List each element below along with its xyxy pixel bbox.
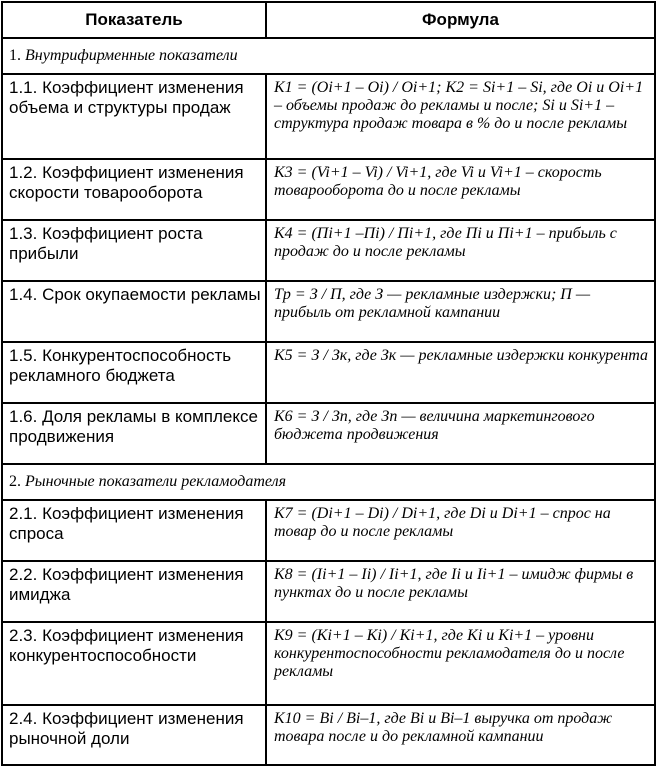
header-indicator: Показатель [2, 2, 266, 38]
indicator-cell: 1.2. Коэффициент изменения скорости товарооборота [2, 159, 266, 220]
table-row [2, 220, 655, 281]
indicator-cell: 1.4. Срок окупаемости рекламы [2, 281, 266, 342]
formula-cell: K10 = Bi / Bi–1, где Bi и Bi–1 выручка от продаж товара после и до рекламной кампании [266, 705, 655, 765]
table-row [2, 500, 655, 561]
section-row [2, 38, 655, 74]
indicator-cell: 1.5. Конкурентоспособность рекламного бюджета [2, 342, 266, 403]
formula-cell: K6 = З / Зп, где Зп — величина маркетингового бюджета продвижения [266, 403, 655, 464]
table-row [2, 561, 655, 622]
formula-cell: Tp = З / П, где З — рекламные издержки; П — прибыль от рекламной кампании [266, 281, 655, 342]
section-title [2, 38, 655, 74]
indicator-cell: 1.3. Коэффициент роста прибыли [2, 220, 266, 281]
indicator-cell: 1.6. Доля рекламы в комплексе продвижения [2, 403, 266, 464]
formula-cell: K9 = (Ki+1 – Ki) / Ki+1, где Ki и Ki+1 – уровни конкурентоспособности рекламодателя до и после рекламы [266, 622, 655, 705]
indicator-cell: 2.2. Коэффициент изменения имиджа [2, 561, 266, 622]
indicators-table [1, 1, 656, 766]
indicator-cell: 2.4. Коэффициент изменения рыночной доли [2, 705, 266, 765]
section-number: 1. [9, 47, 21, 64]
formula-cell: K3 = (Vi+1 – Vi) / Vi+1, где Vi и Vi+1 – скорость товарооборота до и после рекламы [266, 159, 655, 220]
indicator-cell: 1.1. Коэффициент изменения объема и структуры продаж [2, 74, 266, 159]
formula-cell: K1 = (Oi+1 – Oi) / Oi+1; K2 = Si+1 – Si, где Oi и Oi+1 – объемы продаж до рекламы и после; Si и Si+1 – структура продаж товара в % до и после рекламы [266, 74, 655, 159]
section-label: Внутрифирменные показатели [25, 47, 238, 64]
formula-cell: K7 = (Di+1 – Di) / Di+1, где Di и Di+1 – спрос на товар до и после рекламы [266, 500, 655, 561]
formula-cell: K8 = (Ii+1 – Ii) / Ii+1, где Ii и Ii+1 – имидж фирмы в пунктах до и после рекламы [266, 561, 655, 622]
indicator-cell: 2.1. Коэффициент изменения спроса [2, 500, 266, 561]
section-title [2, 464, 655, 500]
table-row [2, 705, 655, 765]
table-row [2, 159, 655, 220]
table-row [2, 403, 655, 464]
formula-cell: K4 = (Пi+1 –Пi) / Пi+1, где Пi и Пi+1 – прибыль с продаж до и после рекламы [266, 220, 655, 281]
table-row [2, 74, 655, 159]
header-formula: Формула [266, 2, 655, 38]
section-row [2, 464, 655, 500]
section-label: Рыночные показатели рекламодателя [25, 473, 287, 490]
table-row [2, 342, 655, 403]
indicator-cell: 2.3. Коэффициент изменения конкурентоспособности [2, 622, 266, 705]
section-number: 2. [9, 473, 21, 490]
header-row [2, 2, 655, 38]
table-row [2, 622, 655, 705]
formula-cell: K5 = З / Зк, где Зк — рекламные издержки конкурента [266, 342, 655, 403]
table-row [2, 281, 655, 342]
